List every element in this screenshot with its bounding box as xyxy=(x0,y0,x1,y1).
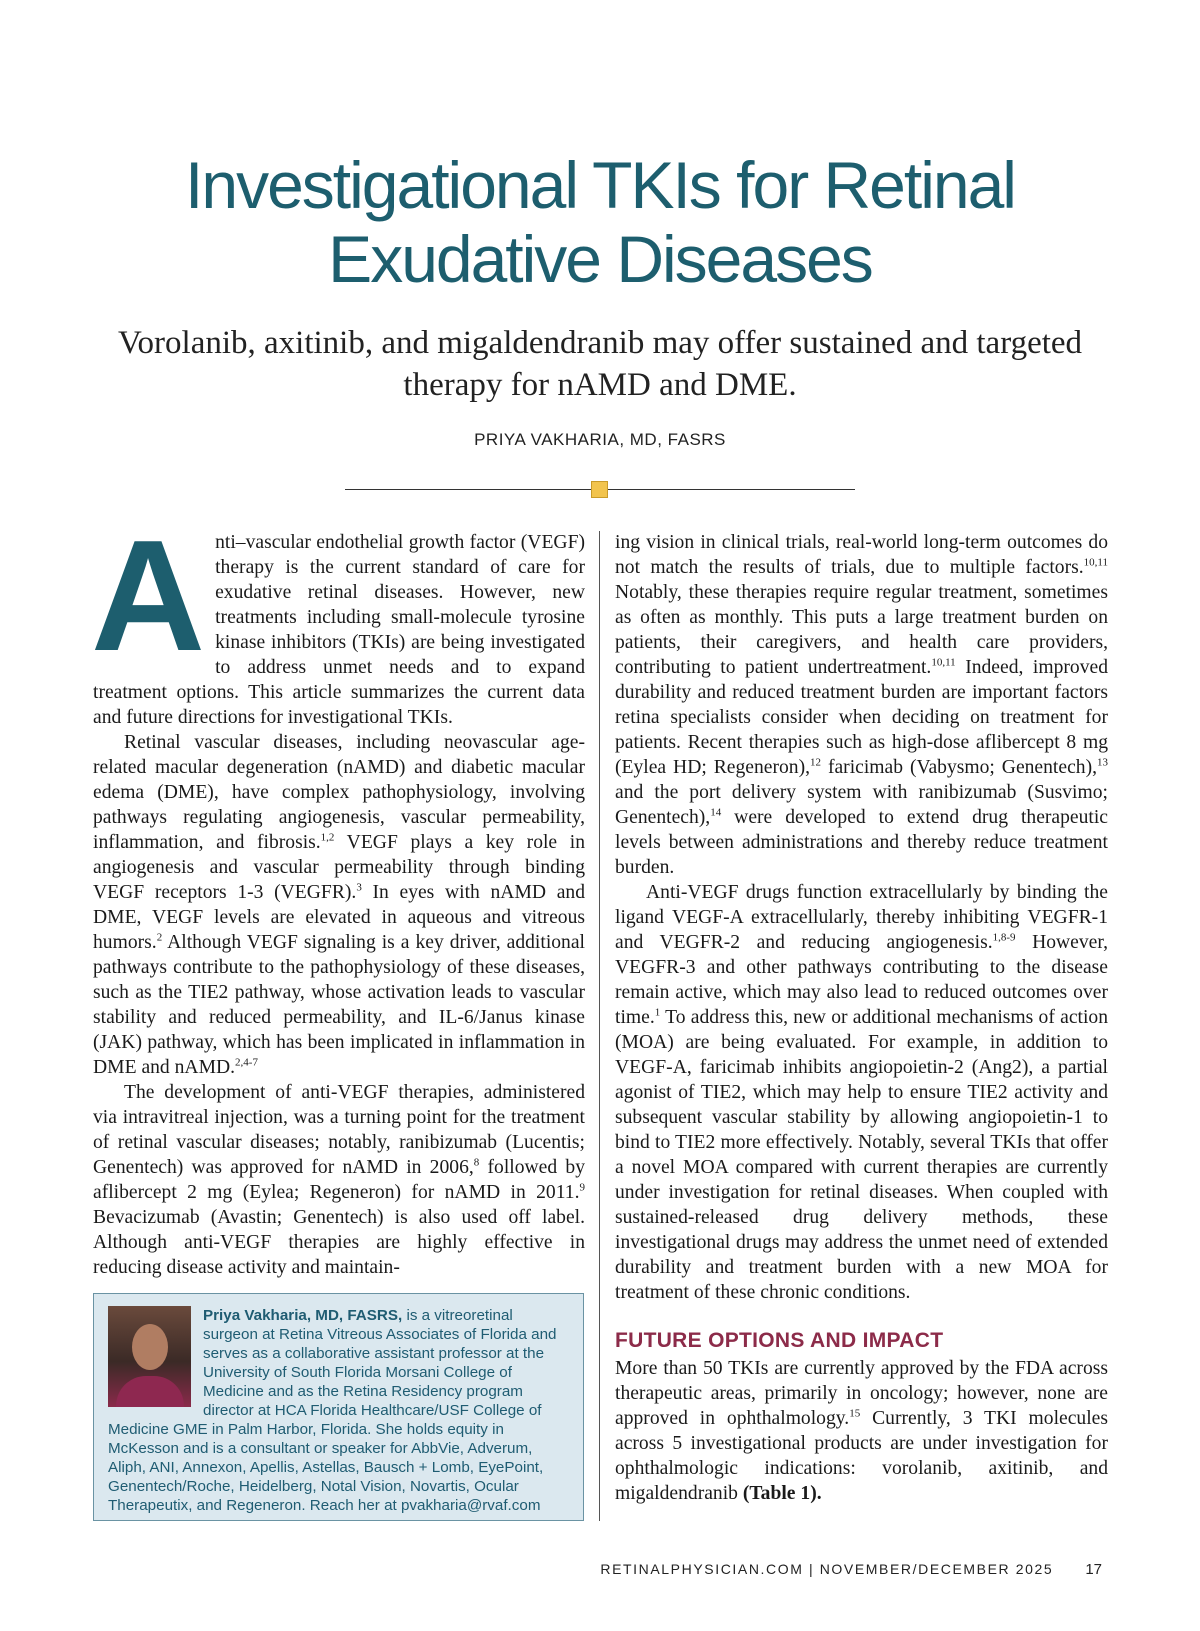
citation: 1,2 xyxy=(320,831,335,844)
body-paragraph xyxy=(93,730,585,1080)
section-heading: FUTURE OPTIONS AND IMPACT xyxy=(615,1329,944,1352)
text-run: VEGF plays a key role in angiogenesis and vascular permeability through binding VEGF receptors 1-3 (VEGFR). xyxy=(93,832,585,903)
text-run: Indeed, improved durability and reduced treatment burden are important factors retina specialists consider when deciding on treatment for patients. Recent therapies such as high-dose aflibercept 8 mg (Eylea HD; Regeneron), xyxy=(615,657,1108,778)
text-run: ing vision in clinical trials, real-world long-term outcomes do not match the results of trials, due to multiple factors. xyxy=(615,532,1108,578)
text-run: However, VEGFR-3 and other pathways contributing to the disease remain active, which may also lead to reduced outcomes over time. xyxy=(615,932,1108,1028)
author-photo-face xyxy=(132,1324,168,1370)
citation: 15 xyxy=(849,1407,861,1420)
citation: 3 xyxy=(356,881,362,894)
citation: 1,8-9 xyxy=(992,931,1016,944)
footer-publication: RETINALPHYSICIAN.COM | NOVEMBER/DECEMBER 2025 xyxy=(600,1561,1054,1577)
text-run: Although VEGF signaling is a key driver, additional pathways contribute to the pathophysiology of these diseases, such as the TIE2 pathway, whose activation leads to vascular stability and reduced permeability, and IL-6/Janus kinase (JAK) pathway, which has been implicated in inflammation in DME and nAMD. xyxy=(93,932,585,1078)
bio-author-name: Priya Vakharia, MD, FASRS, xyxy=(203,1307,403,1324)
text-run: The development of anti-VEGF therapies, administered via intravitreal injection, was a turning point for the treatment of retinal vascular diseases; notably, ranibizumab (Lucentis; Genentech) was approved for nAMD in 2006, xyxy=(93,1082,585,1178)
text-run: and the port delivery system with ranibizumab (Susvimo; Genentech), xyxy=(615,782,1108,828)
text-run: were developed to extend drug therapeutic levels between administrations and thereby reduce treatment burden. xyxy=(615,807,1108,878)
text-run: In eyes with nAMD and DME, VEGF levels are elevated in aqueous and vitreous humors. xyxy=(93,882,585,953)
body-paragraph xyxy=(615,880,1108,1305)
text-run: Retinal vascular diseases, including neovascular age-related macular degeneration (nAMD) and diabetic macular edema (DME), have complex pathophysiology, involving pathways regulating angiogenesis, vascular permeability, inflammation, and fibrosis. xyxy=(93,732,585,853)
citation: 10,11 xyxy=(1083,556,1108,569)
author-byline: PRIYA VAKHARIA, MD, FASRS xyxy=(474,430,726,449)
citation: 12 xyxy=(810,756,822,769)
citation: 2,4-7 xyxy=(235,1056,258,1069)
right-column xyxy=(615,530,1108,1506)
text-run: faricimab (Vabysmo; Genentech), xyxy=(821,757,1097,778)
text-run: To address this, new or additional mechanisms of action (MOA) are being evaluated. For example, in addition to VEGF-A, faricimab inhibits angiopoietin-2 (Ang2), a partial agonist of TIE2, which may help to ensure TIE2 activity and subsequent vascular stability by allowing angiopoietin-1 to bind to TIE2 more effectively. Notably, several TKIs that offer a novel MOA compared with current therapies are currently under investigation for retinal diseases. When coupled with sustained-released drug delivery methods, these investigational drugs may address the unmet need of extended durability and treatment burden with a new MOA for treatment of these chronic conditions. xyxy=(615,1007,1108,1303)
citation: 10,11 xyxy=(931,656,956,669)
body-paragraph xyxy=(615,530,1108,880)
author-photo-shirt xyxy=(116,1376,184,1407)
author-bio-box xyxy=(93,1293,584,1521)
intro-text: nti–vascular endothelial growth factor (VEGF) therapy is the current standard of care for exudative retinal diseases. However, new treatments including small-molecule tyrosine kinase inhibitors (TKIs) are being investigated to address unmet needs and to expand treatment options. This article summarizes the current data and future directions for investigational TKIs. xyxy=(93,532,585,728)
page-number: 17 xyxy=(1085,1561,1102,1578)
citation: 14 xyxy=(710,806,722,819)
text-run: Bevacizumab (Avastin; Genentech) is also used off label. Although anti-VEGF therapies are highly effective in reducing disease activity and maintain- xyxy=(93,1207,585,1278)
citation: 2 xyxy=(156,931,163,944)
divider-ornament xyxy=(591,481,608,498)
text-run: More than 50 TKIs are currently approved by the FDA across therapeutic areas, primarily in oncology; however, none are approved in ophthalmology. xyxy=(615,1358,1108,1429)
table-reference[interactable]: (Table 1). xyxy=(742,1483,822,1504)
text-run: Currently, 3 TKI molecules across 5 investigational products are under investigation for ophthalmologic indications: vorolanib, axitinib, and migaldendranib xyxy=(615,1408,1108,1504)
text-run: Anti-VEGF drugs function extracellularly by binding the ligand VEGF-A extracellularly, thereby inhibiting VEGFR-1 and VEGFR-2 and reducing angiogenesis. xyxy=(615,882,1108,953)
citation: 1 xyxy=(654,1006,661,1019)
page-footer xyxy=(600,1561,1102,1578)
left-column xyxy=(91,508,585,1280)
article-subtitle: Vorolanib, axitinib, and migaldendranib may offer sustained and targeted therapy for nAMD and DME. xyxy=(117,325,1083,403)
body-paragraph xyxy=(93,1080,585,1280)
text-run: Notably, these therapies require regular treatment, sometimes as often as monthly. This puts a large treatment burden on patients, their caregivers, and health care providers, contributing to patient undertreatment. xyxy=(615,582,1108,678)
citation: 9 xyxy=(579,1181,585,1194)
column-rule xyxy=(599,531,600,1521)
intro-paragraph xyxy=(91,508,585,730)
body-paragraph xyxy=(615,1356,1108,1506)
article-title: Investigational TKIs for Retinal Exudative Diseases xyxy=(185,148,1015,296)
citation: 8 xyxy=(473,1156,480,1169)
citation: 13 xyxy=(1097,756,1108,769)
bio-text: is a vitreoretinal surgeon at Retina Vitreous Associates of Florida and serves as a collaborative assistant professor at the University of South Florida Morsani College of Medicine and as the Retina Residency program director at HCA Florida Healthcare/USF College of Medicine GME in Palm Harbor, Florida. She holds equity in McKesson and is a consultant or speaker for AbbVie, Adverum, Aliph, ANI, Annexon, Apellis, Astellas, Bausch + Lomb, EyePoint, Genentech/Roche, Heidelberg, Notal Vision, Novartis, Ocular Therapeutix, and Regeneron. Reach her at pvakharia@rvaf.com xyxy=(108,1307,557,1514)
author-photo xyxy=(108,1306,191,1407)
drop-cap: A xyxy=(91,508,206,684)
text-run: followed by aflibercept 2 mg (Eylea; Regeneron) for nAMD in 2011. xyxy=(93,1157,585,1203)
